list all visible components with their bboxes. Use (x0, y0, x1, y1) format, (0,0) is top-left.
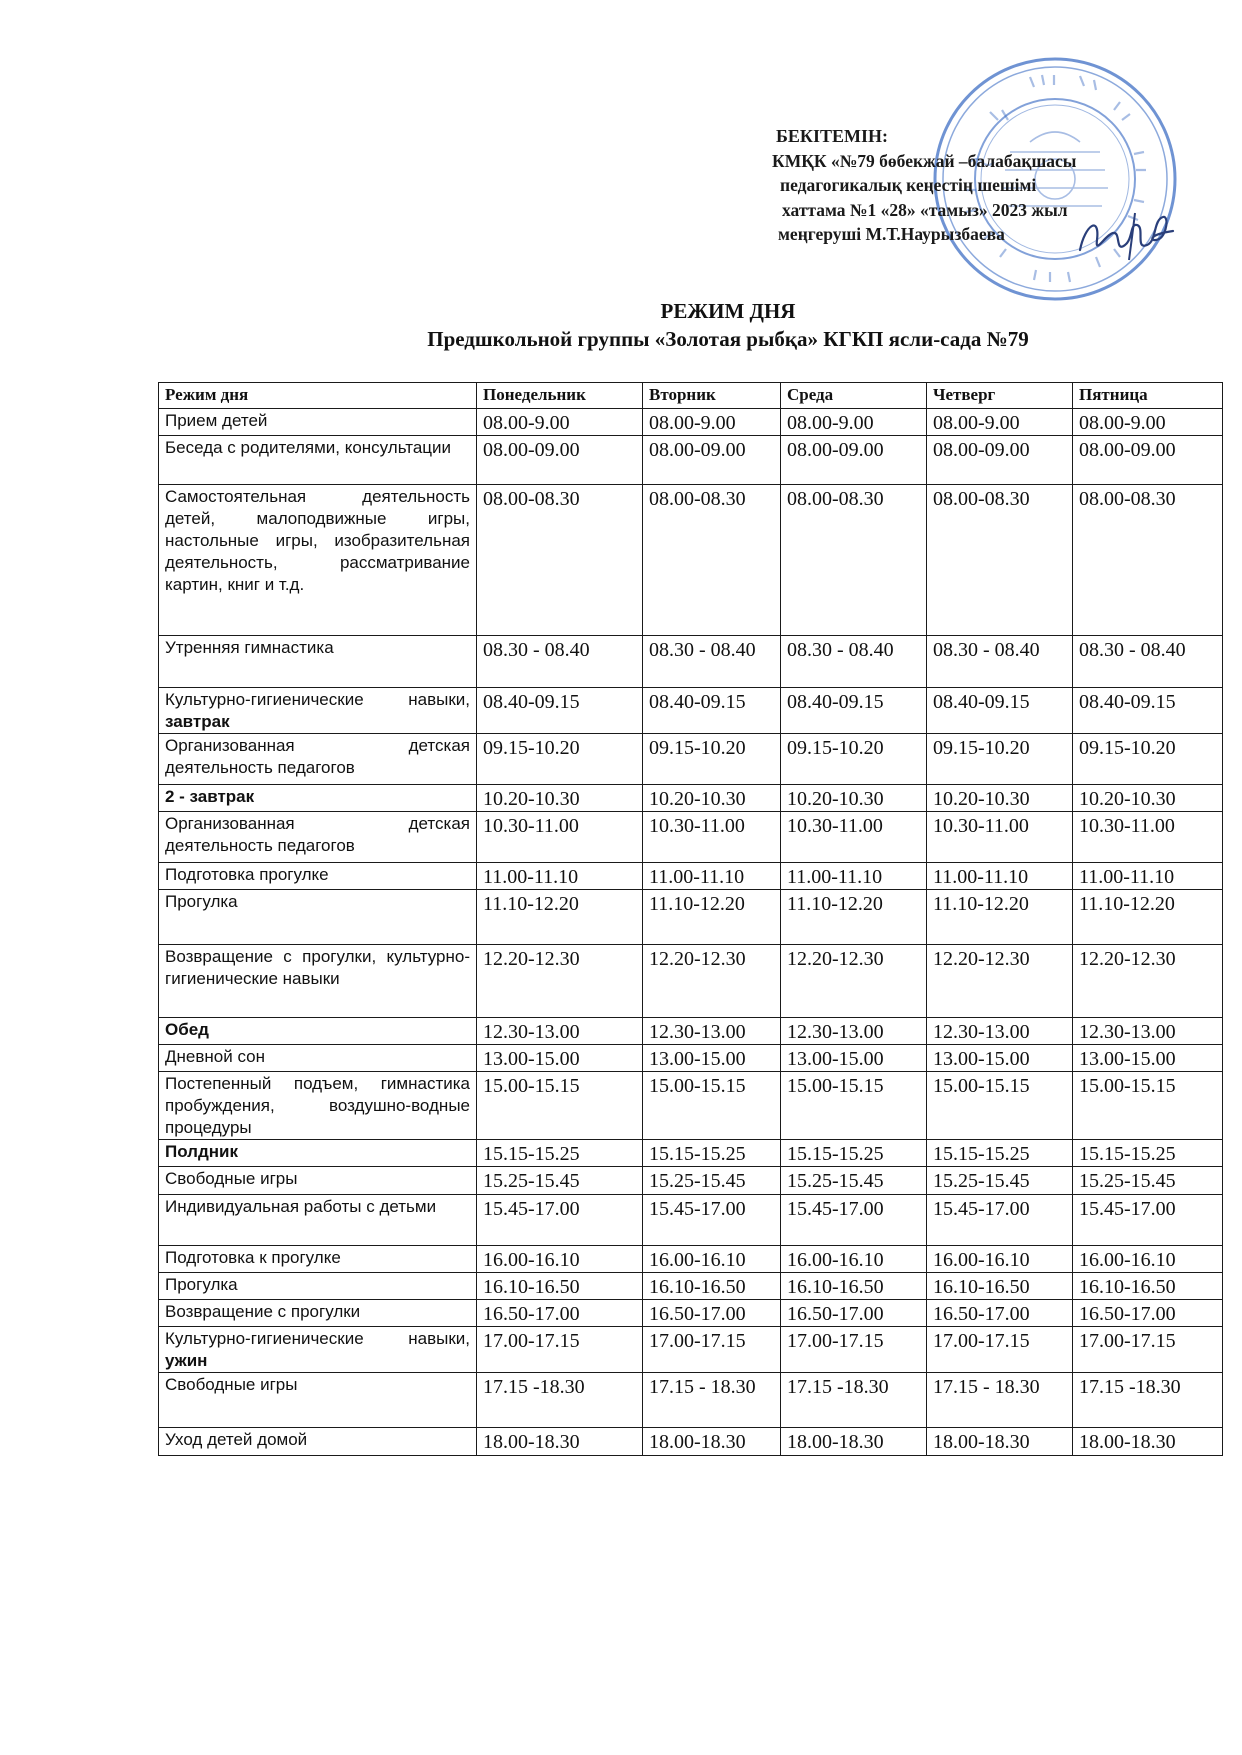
approval-block (772, 124, 1202, 247)
activity-label: Прогулка (165, 1275, 238, 1294)
time-cell: 08.00-08.30 (643, 485, 781, 636)
activity-label: Самостоятельная деятельность детей, малоподвижные игры, настольные игры, изобразительная деятельность, рассматривание картин, книг и т.д. (165, 487, 470, 594)
time-cell: 16.10-16.50 (781, 1273, 927, 1300)
table-row (159, 436, 1223, 485)
time-cell: 13.00-15.00 (477, 1045, 643, 1072)
activity-label: Культурно-гигиенические навыки, (165, 1329, 470, 1348)
time-cell: 09.15-10.20 (927, 734, 1073, 785)
time-cell: 16.00-16.10 (643, 1246, 781, 1273)
time-cell: 13.00-15.00 (643, 1045, 781, 1072)
table-row (159, 1300, 1223, 1327)
activity-cell (159, 1072, 477, 1140)
activity-label: Организованная детская деятельность педагогов (165, 814, 470, 855)
activity-cell (159, 1246, 477, 1273)
column-header-day: Пятница (1073, 383, 1223, 409)
activity-label: Прием детей (165, 411, 268, 430)
activity-label: Постепенный подъем, гимнастика пробуждения, воздушно-водные процедуры (165, 1074, 470, 1137)
activity-label: Свободные игры (165, 1169, 298, 1188)
table-body (159, 409, 1223, 1456)
time-cell: 12.20-12.30 (927, 945, 1073, 1018)
activity-cell (159, 1195, 477, 1246)
activity-label: Подготовка к прогулке (165, 1248, 341, 1267)
time-cell: 18.00-18.30 (477, 1428, 643, 1456)
time-cell: 11.10-12.20 (781, 890, 927, 945)
table-row (159, 1246, 1223, 1273)
activity-cell (159, 734, 477, 785)
time-cell: 12.20-12.30 (643, 945, 781, 1018)
time-cell: 13.00-15.00 (927, 1045, 1073, 1072)
time-cell: 17.15 -18.30 (477, 1373, 643, 1428)
time-cell: 08.40-09.15 (643, 688, 781, 734)
time-cell: 08.30 - 08.40 (781, 636, 927, 688)
time-cell: 08.40-09.15 (781, 688, 927, 734)
table-row (159, 1072, 1223, 1140)
time-cell: 10.20-10.30 (927, 785, 1073, 812)
table-row (159, 863, 1223, 890)
time-cell: 10.30-11.00 (477, 812, 643, 863)
activity-cell (159, 1045, 477, 1072)
time-cell: 18.00-18.30 (781, 1428, 927, 1456)
approval-line: КМҚК «№79 бөбекжай –балабақшасы (772, 150, 1077, 171)
time-cell: 13.00-15.00 (1073, 1045, 1223, 1072)
activity-label: Возвращение с прогулки, культурно-гигиенические навыки (165, 947, 470, 988)
activity-label: Организованная детская деятельность педагогов (165, 736, 470, 777)
time-cell: 16.50-17.00 (781, 1300, 927, 1327)
time-cell: 15.45-17.00 (643, 1195, 781, 1246)
time-cell: 15.00-15.15 (477, 1072, 643, 1140)
time-cell: 17.00-17.15 (781, 1327, 927, 1373)
table-header-row (159, 383, 1223, 409)
meal-label: завтрак (165, 712, 230, 731)
time-cell: 08.00-9.00 (781, 409, 927, 436)
time-cell: 11.00-11.10 (643, 863, 781, 890)
time-cell: 15.00-15.15 (1073, 1072, 1223, 1140)
activity-cell (159, 1428, 477, 1456)
document-title (0, 297, 1242, 353)
time-cell: 08.30 - 08.40 (927, 636, 1073, 688)
time-cell: 15.15-15.25 (643, 1140, 781, 1167)
time-cell: 11.00-11.10 (1073, 863, 1223, 890)
meal-label: ужин (165, 1351, 208, 1370)
time-cell: 15.45-17.00 (927, 1195, 1073, 1246)
time-cell: 10.20-10.30 (781, 785, 927, 812)
column-header-day: Понедельник (477, 383, 643, 409)
title-main: РЕЖИМ ДНЯ (660, 299, 796, 323)
time-cell: 15.45-17.00 (477, 1195, 643, 1246)
time-cell: 09.15-10.20 (643, 734, 781, 785)
time-cell: 16.00-16.10 (927, 1246, 1073, 1273)
activity-cell (159, 890, 477, 945)
time-cell: 09.15-10.20 (781, 734, 927, 785)
table-row (159, 1167, 1223, 1195)
table-row (159, 1428, 1223, 1456)
table-row (159, 812, 1223, 863)
time-cell: 16.10-16.50 (643, 1273, 781, 1300)
time-cell: 12.30-13.00 (643, 1018, 781, 1045)
activity-label: Прогулка (165, 892, 238, 911)
table-row (159, 945, 1223, 1018)
activity-label: Беседа с родителями, консультации (165, 438, 452, 457)
time-cell: 08.00-09.00 (477, 436, 643, 485)
time-cell: 09.15-10.20 (1073, 734, 1223, 785)
table-row (159, 1018, 1223, 1045)
column-header-day: Вторник (643, 383, 781, 409)
activity-cell (159, 485, 477, 636)
time-cell: 15.00-15.15 (643, 1072, 781, 1140)
activity-label: Свободные игры (165, 1375, 298, 1394)
column-header-activity: Режим дня (159, 383, 477, 409)
activity-cell (159, 1140, 477, 1167)
time-cell: 15.25-15.45 (1073, 1167, 1223, 1195)
time-cell: 11.10-12.20 (927, 890, 1073, 945)
time-cell: 16.00-16.10 (781, 1246, 927, 1273)
table-row (159, 890, 1223, 945)
time-cell: 12.30-13.00 (477, 1018, 643, 1045)
title-subtitle: Предшкольной группы «Золотая рыбқа» КГКП ясли-сада №79 (427, 327, 1029, 351)
activity-cell (159, 409, 477, 436)
time-cell: 16.10-16.50 (477, 1273, 643, 1300)
time-cell: 15.15-15.25 (1073, 1140, 1223, 1167)
time-cell: 18.00-18.30 (1073, 1428, 1223, 1456)
activity-cell (159, 636, 477, 688)
activity-cell (159, 1300, 477, 1327)
daily-schedule-table (158, 382, 1223, 1456)
time-cell: 08.40-09.15 (1073, 688, 1223, 734)
time-cell: 08.00-08.30 (1073, 485, 1223, 636)
approval-signatory: меңгеруші М.Т.Наурызбаева (778, 224, 1005, 244)
column-header-day: Среда (781, 383, 927, 409)
time-cell: 17.00-17.15 (477, 1327, 643, 1373)
time-cell: 08.30 - 08.40 (1073, 636, 1223, 688)
time-cell: 12.20-12.30 (477, 945, 643, 1018)
table-row (159, 636, 1223, 688)
time-cell: 10.30-11.00 (781, 812, 927, 863)
activity-cell (159, 785, 477, 812)
time-cell: 08.00-08.30 (927, 485, 1073, 636)
time-cell: 17.15 -18.30 (781, 1373, 927, 1428)
time-cell: 11.00-11.10 (477, 863, 643, 890)
activity-cell (159, 863, 477, 890)
activity-cell (159, 1373, 477, 1428)
activity-cell (159, 812, 477, 863)
time-cell: 10.20-10.30 (643, 785, 781, 812)
approval-line: хаттама №1 «28» «тамыз» 2023 жыл (782, 199, 1068, 220)
time-cell: 08.00-9.00 (643, 409, 781, 436)
time-cell: 16.10-16.50 (927, 1273, 1073, 1300)
table-row (159, 1373, 1223, 1428)
time-cell: 18.00-18.30 (643, 1428, 781, 1456)
time-cell: 15.25-15.45 (477, 1167, 643, 1195)
time-cell: 17.00-17.15 (927, 1327, 1073, 1373)
activity-label: Подготовка прогулке (165, 865, 329, 884)
time-cell: 10.30-11.00 (643, 812, 781, 863)
time-cell: 08.40-09.15 (477, 688, 643, 734)
time-cell: 08.40-09.15 (927, 688, 1073, 734)
time-cell: 15.25-15.45 (781, 1167, 927, 1195)
time-cell: 09.15-10.20 (477, 734, 643, 785)
time-cell: 08.30 - 08.40 (477, 636, 643, 688)
time-cell: 15.15-15.25 (927, 1140, 1073, 1167)
time-cell: 16.00-16.10 (477, 1246, 643, 1273)
time-cell: 16.00-16.10 (1073, 1246, 1223, 1273)
activity-label: 2 - завтрак (165, 787, 255, 806)
table-row (159, 688, 1223, 734)
time-cell: 18.00-18.30 (927, 1428, 1073, 1456)
time-cell: 15.00-15.15 (927, 1072, 1073, 1140)
time-cell: 11.10-12.20 (1073, 890, 1223, 945)
table-row (159, 785, 1223, 812)
time-cell: 16.10-16.50 (1073, 1273, 1223, 1300)
time-cell: 15.00-15.15 (781, 1072, 927, 1140)
time-cell: 17.15 -18.30 (1073, 1373, 1223, 1428)
activity-cell (159, 1018, 477, 1045)
time-cell: 15.45-17.00 (781, 1195, 927, 1246)
activity-cell (159, 945, 477, 1018)
approval-line: педагогикалық кеңестің шешімі (780, 175, 1037, 195)
time-cell: 15.25-15.45 (927, 1167, 1073, 1195)
time-cell: 16.50-17.00 (927, 1300, 1073, 1327)
time-cell: 16.50-17.00 (643, 1300, 781, 1327)
table-row (159, 485, 1223, 636)
time-cell: 12.30-13.00 (1073, 1018, 1223, 1045)
table-row (159, 1327, 1223, 1373)
activity-cell (159, 436, 477, 485)
table-row (159, 1273, 1223, 1300)
time-cell: 08.00-09.00 (1073, 436, 1223, 485)
time-cell: 15.25-15.45 (643, 1167, 781, 1195)
activity-cell (159, 1167, 477, 1195)
activity-label: Уход детей домой (165, 1430, 308, 1449)
table-row (159, 1045, 1223, 1072)
time-cell: 08.00-09.00 (927, 436, 1073, 485)
activity-cell (159, 688, 477, 734)
time-cell: 12.20-12.30 (781, 945, 927, 1018)
time-cell: 10.20-10.30 (1073, 785, 1223, 812)
table-row (159, 1195, 1223, 1246)
time-cell: 11.00-11.10 (781, 863, 927, 890)
time-cell: 10.20-10.30 (477, 785, 643, 812)
time-cell: 12.30-13.00 (927, 1018, 1073, 1045)
activity-label: Утренняя гимнастика (165, 638, 334, 657)
time-cell: 16.50-17.00 (477, 1300, 643, 1327)
column-header-day: Четверг (927, 383, 1073, 409)
time-cell: 15.15-15.25 (477, 1140, 643, 1167)
table-row (159, 1140, 1223, 1167)
time-cell: 15.45-17.00 (1073, 1195, 1223, 1246)
time-cell: 08.00-9.00 (477, 409, 643, 436)
time-cell: 17.00-17.15 (1073, 1327, 1223, 1373)
activity-label: Обед (165, 1020, 209, 1039)
time-cell: 08.00-09.00 (643, 436, 781, 485)
time-cell: 12.20-12.30 (1073, 945, 1223, 1018)
time-cell: 08.00-08.30 (477, 485, 643, 636)
time-cell: 11.10-12.20 (477, 890, 643, 945)
activity-cell (159, 1327, 477, 1373)
time-cell: 12.30-13.00 (781, 1018, 927, 1045)
time-cell: 16.50-17.00 (1073, 1300, 1223, 1327)
time-cell: 11.10-12.20 (643, 890, 781, 945)
table-row (159, 409, 1223, 436)
time-cell: 08.00-08.30 (781, 485, 927, 636)
activity-label: Возвращение с прогулки (165, 1302, 361, 1321)
time-cell: 08.00-9.00 (1073, 409, 1223, 436)
time-cell: 11.00-11.10 (927, 863, 1073, 890)
time-cell: 08.30 - 08.40 (643, 636, 781, 688)
time-cell: 10.30-11.00 (1073, 812, 1223, 863)
approval-heading: БЕКІТЕМІН: (776, 126, 888, 146)
time-cell: 17.15 - 18.30 (643, 1373, 781, 1428)
time-cell: 08.00-09.00 (781, 436, 927, 485)
time-cell: 08.00-9.00 (927, 409, 1073, 436)
time-cell: 17.00-17.15 (643, 1327, 781, 1373)
activity-label: Полдник (165, 1142, 238, 1161)
time-cell: 13.00-15.00 (781, 1045, 927, 1072)
activity-cell (159, 1273, 477, 1300)
table-row (159, 734, 1223, 785)
activity-label: Дневной сон (165, 1047, 265, 1066)
time-cell: 10.30-11.00 (927, 812, 1073, 863)
time-cell: 17.15 - 18.30 (927, 1373, 1073, 1428)
time-cell: 15.15-15.25 (781, 1140, 927, 1167)
activity-label: Культурно-гигиенические навыки, (165, 690, 470, 709)
activity-label: Индивидуальная работы с детьми (165, 1197, 437, 1216)
